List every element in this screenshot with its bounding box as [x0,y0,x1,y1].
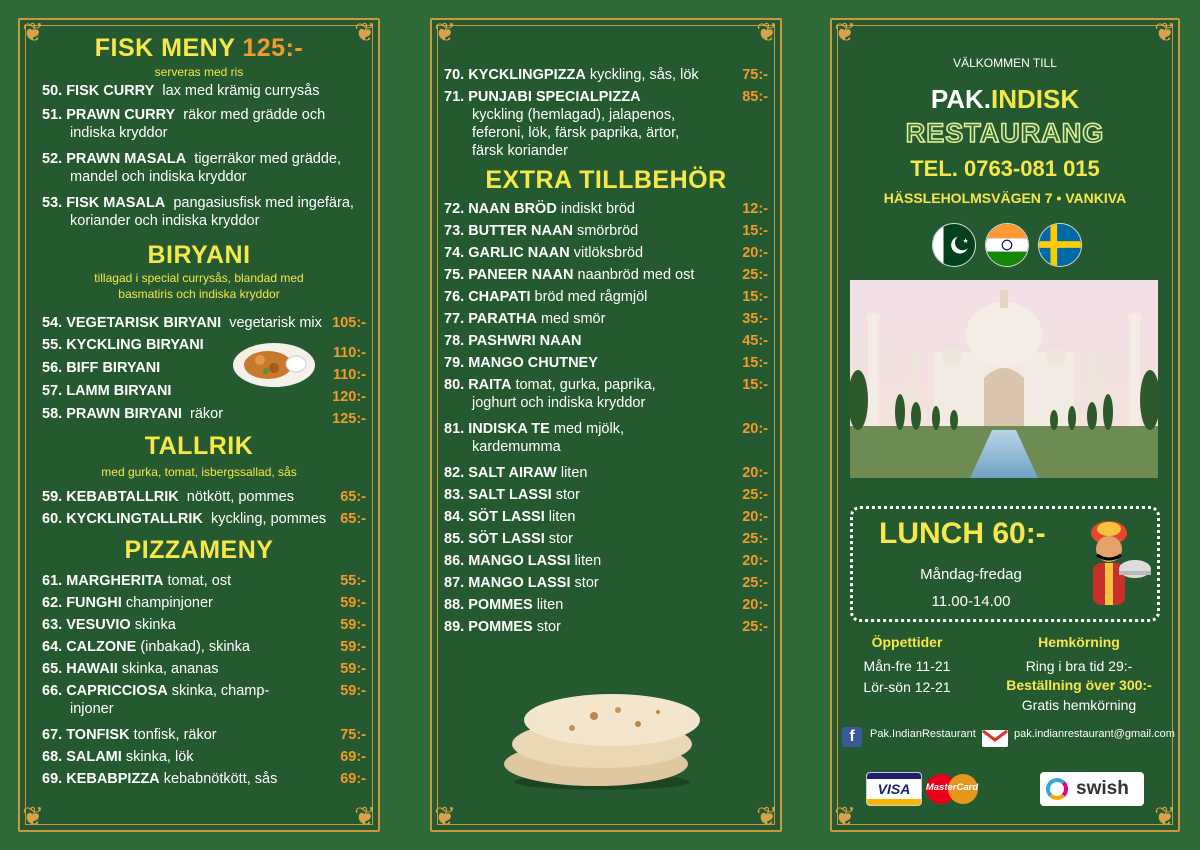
visa-logo: VISA [866,772,922,806]
menu-item: 59. KEBABTALLRIK nötkött, pommes [42,489,294,505]
restaurant-name: PAK.INDISK [930,84,1080,114]
ornament-corner-icon: ❦ [354,802,376,832]
menu-item: 68. SALAMI skinka, lök [42,749,194,765]
ornament-corner-icon: ❦ [1154,802,1176,832]
ornament-corner-icon: ❦ [434,802,456,832]
menu-item: 72. NAAN BRÖD indiskt bröd [444,201,635,217]
menu-item: 57. LAMM BIRYANI [42,383,172,399]
mastercard-logo: MasterCard [924,772,980,806]
biryani-subtitle: tillagad i special currysås, blandad med basmatiris och indiska kryddor [94,271,304,301]
price: 105:- [332,315,366,331]
price: 20:- [742,245,768,261]
opening-hours-title: Öppettider [871,634,943,650]
menu-item: 78. PASHWRI NAAN [444,333,582,349]
svg-text:★: ★ [962,237,969,246]
tallrik-title: TALLRIK [144,432,254,460]
menu-item: 50. FISK CURRY lax med krämig currysås [42,83,320,99]
menu-item: 87. MANGO LASSI stor [444,575,599,591]
menu-item: 89. POMMES stor [444,619,561,635]
price: 85:- [742,89,768,105]
price: 65:- [340,511,366,527]
biryani-plate-image [232,340,316,388]
sweden-flag-icon [1038,223,1082,267]
address: HÄSSLEHOLMSVÄGEN 7 • VANKIVA [883,190,1127,206]
menu-item: 73. BUTTER NAAN smörbröd [444,223,639,239]
ornament-corner-icon: ❦ [834,802,856,832]
price: 20:- [742,509,768,525]
price: 15:- [742,223,768,239]
price: 25:- [742,619,768,635]
swish-logo: swish [1040,772,1144,806]
menu-item: 75. PANEER NAAN naanbröd med ost [444,267,695,283]
delivery-free: Gratis hemkörning [1021,697,1137,713]
menu-item: 71. PUNJABI SPECIALPIZZA kyckling (hemlagad), jalapenos, feferoni, lök, färsk paprika, ärtor, färsk koriander [444,89,680,159]
naan-bread-image [498,672,708,794]
phone-number[interactable]: TEL. 0763-081 015 [910,156,1100,181]
price: 15:- [742,355,768,371]
price: 65:- [340,489,366,505]
menu-item: 58. PRAWN BIRYANI räkor [42,406,224,422]
ornament-corner-icon: ❦ [756,802,778,832]
price: 120:- [332,389,366,405]
menu-item: 77. PARATHA med smör [444,311,606,327]
price: 25:- [742,487,768,503]
pizza-title: PIZZAMENY [124,536,274,564]
welcome-text: VÄLKOMMEN TILL [953,56,1057,70]
menu-item: 69. KEBABPIZZA kebabnötkött, sås [42,771,278,787]
menu-item: 64. CALZONE (inbakad), skinka [42,639,250,655]
price: 25:- [742,575,768,591]
fisk-subtitle: serveras med ris [154,65,244,79]
restaurant-subtitle: RESTAURANG [905,118,1105,148]
menu-item: 74. GARLIC NAAN vitlöksbröd [444,245,644,261]
chef-mascot-image [1079,519,1151,611]
menu-item: 79. MANGO CHUTNEY [444,355,598,371]
facebook-icon[interactable]: f [842,727,862,747]
menu-item: 66. CAPRICCIOSA skinka, champ- injoner [42,683,270,717]
ornament-corner-icon: ❦ [1154,18,1176,48]
delivery-title: Hemkörning [1038,634,1120,650]
menu-item: 80. RAITA tomat, gurka, paprika, joghurt och indiska kryddor [444,377,656,411]
menu-item: 56. BIFF BIRYANI [42,360,161,376]
opening-hours-weekend: Lör-sön 12-21 [863,679,951,695]
menu-item: 82. SALT AIRAW liten [444,465,588,481]
menu-item: 54. VEGETARISK BIRYANI vegetarisk mix [42,315,322,331]
delivery-threshold: Beställning över 300:- [1006,677,1152,693]
price: 55:- [340,573,366,589]
menu-item: 61. MARGHERITA tomat, ost [42,573,232,589]
ornament-corner-icon: ❦ [756,18,778,48]
price: 69:- [340,749,366,765]
menu-item: 53. FISK MASALA pangasiusfisk med ingefära, koriander och indiska kryddor [42,195,354,229]
lunch-title: LUNCH 60:- [879,517,1046,550]
menu-item: 51. PRAWN CURRY räkor med grädde och indiska kryddor [42,107,326,141]
menu-item: 62. FUNGHI champinjoner [42,595,213,611]
price: 59:- [340,595,366,611]
price: 45:- [742,333,768,349]
facebook-link[interactable]: Pak.IndianRestaurant [870,728,976,740]
ornament-corner-icon: ❦ [22,18,44,48]
lunch-days: Måndag-fredag [920,566,1022,583]
ornament-corner-icon: ❦ [354,18,376,48]
menu-item: 65. HAWAII skinka, ananas [42,661,219,677]
price: 59:- [340,639,366,655]
email-link[interactable]: pak.indianrestaurant@gmail.com [1014,728,1175,740]
price: 12:- [742,201,768,217]
menu-item: 88. POMMES liten [444,597,564,613]
gmail-icon[interactable] [982,730,1008,747]
lunch-time: 11.00-14.00 [931,593,1011,610]
opening-hours-weekday: Mån-fre 11-21 [863,658,951,674]
price: 25:- [742,267,768,283]
price: 15:- [742,377,768,393]
menu-item: 55. KYCKLING BIRYANI [42,337,204,353]
india-flag-icon [985,223,1029,267]
menu-item: 84. SÖT LASSI liten [444,509,576,525]
menu-item: 70. KYCKLINGPIZZA kyckling, sås, lök [444,67,699,83]
price: 20:- [742,553,768,569]
delivery-fee: Ring i bra tid 29:- [1025,658,1133,674]
price: 35:- [742,311,768,327]
price: 20:- [742,465,768,481]
price: 110:- [332,367,366,383]
price: 20:- [742,421,768,437]
ornament-corner-icon: ❦ [434,18,456,48]
menu-item: 76. CHAPATI bröd med rågmjöl [444,289,648,305]
menu-item: 60. KYCKLINGTALLRIK kyckling, pommes [42,511,327,527]
price: 59:- [340,661,366,677]
menu-panel-middle [430,18,782,832]
menu-item: 85. SÖT LASSI stor [444,531,573,547]
fisk-title: FISK MENY 125:- [94,34,304,62]
lunch-offer-box [850,506,1160,622]
price: 25:- [742,531,768,547]
menu-panel-left [18,18,380,832]
menu-item: 67. TONFISK tonfisk, räkor [42,727,217,743]
menu-item: 86. MANGO LASSI liten [444,553,602,569]
price: 75:- [742,67,768,83]
menu-item: 52. PRAWN MASALA tigerräkor med grädde, mandel och indiska kryddor [42,151,341,185]
menu-item: 81. INDISKA TE med mjölk, kardemumma [444,421,624,455]
ornament-corner-icon: ❦ [834,18,856,48]
taj-mahal-image [850,280,1158,478]
info-panel-right [830,18,1180,832]
price: 69:- [340,771,366,787]
price: 20:- [742,597,768,613]
price: 15:- [742,289,768,305]
menu-item: 63. VESUVIO skinka [42,617,176,633]
price: 125:- [332,411,366,427]
price: 75:- [340,727,366,743]
biryani-title: BIRYANI [147,241,251,269]
price: 59:- [340,617,366,633]
tallrik-subtitle: med gurka, tomat, isbergssallad, sås [101,465,297,479]
ornament-corner-icon: ❦ [22,802,44,832]
menu-item: 83. SALT LASSI stor [444,487,580,503]
price: 59:- [340,683,366,699]
price: 110:- [332,345,366,361]
extra-title: EXTRA TILLBEHÖR [485,166,727,194]
pakistan-flag-icon [932,223,976,267]
